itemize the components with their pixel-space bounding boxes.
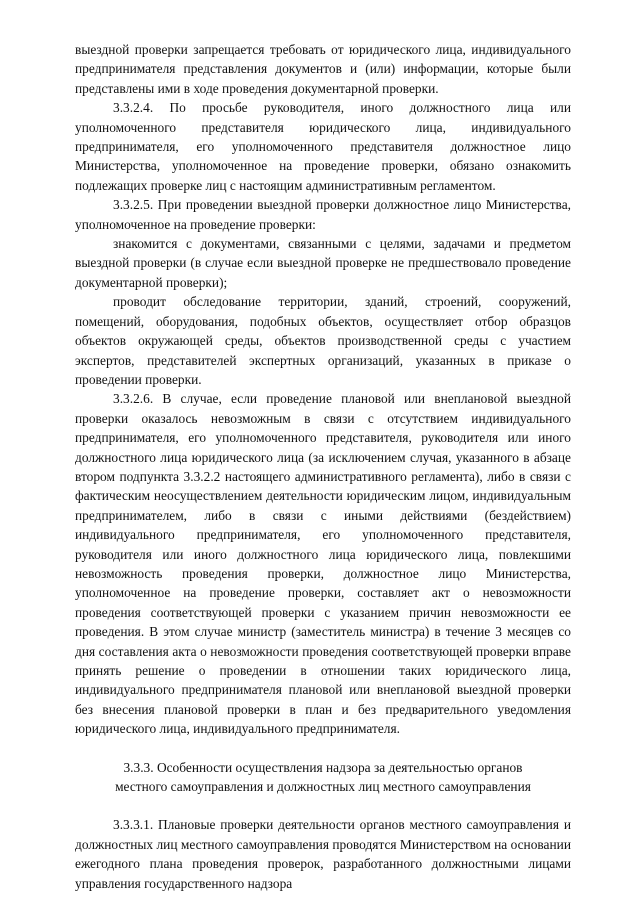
paragraph-3-3-2-6: 3.3.2.6. В случае, если проведение плановой или внеплановой выездной проверки оказалось невозможным в связи с отсутствием индивидуального предпринимателя, его уполномоченного представителя, руководителя или иного должностного лица юридического лица (за исключением случая, указанного в абзаце втором подпункта 3.3.2.2 настоящего административного регламента), либо в связи с фактическим неосуществлением деятельности юридическим лицом, индивидуальным предпринимателем, либо в связи с иными действиями (бездействием) индивидуального предпринимателя, его уполномоченного представителя, руководителя или иного должностного лица юридического лица, повлекшими невозможность проведения проверки, должностное лицо Министерства, уполномоченное на проведение проверки, составляет акт о невозможности проведения соответствующей проверки с указанием причин невозможности ее проведения. В этом случае министр (заместитель министра) в течение 3 месяцев со дня составления акта о невозможности проведения соответствующей проверки вправе принять решение о проведении в отношении таких юридического лица, индивидуального предпринимателя плановой или внеплановой выездной проверки без внесения плановой проверки в план и без предварительного уведомления юридического лица, индивидуального предпринимателя.	[75, 391, 571, 737]
paragraph-3-3-2-5: 3.3.2.5. При проведении выездной проверки должностное лицо Министерства, уполномоченное на проведение проверки:	[75, 197, 571, 232]
section-heading-line-1: 3.3.3. Особенности осуществления надзора за деятельностью органов	[123, 759, 523, 775]
section-heading-line-2: местного самоуправления и должностных лиц местного самоуправления	[115, 779, 531, 795]
paragraph-continuation: выездной проверки запрещается требовать от юридического лица, индивидуального предпринимателя представления документов и (или) информации, которые были представлены ими в ходе проведения документарной проверки.	[75, 42, 571, 96]
paragraph-3-3-2-5-item-a: знакомится с документами, связанными с целями, задачами и предметом выездной проверки (в случае если выездной проверке не предшествовало проведение документарной проверки);	[75, 236, 571, 290]
paragraph-3-3-3-1: 3.3.3.1. Плановые проверки деятельности органов местного самоуправления и должностных лиц местного самоуправления проводятся Министерством на основании ежегодного плана проведения проверок, разработанного должностными лицами управления государственного надзора	[75, 817, 571, 891]
spacer	[75, 796, 571, 815]
paragraph-3-3-2-5-item-b: проводит обследование территории, зданий, строений, сооружений, помещений, оборудования, подобных объектов, осуществляет отбор образцов объектов окружающей среды, объектов производственной среды с участием экспертов, представителей экспертных организаций, указанных в приказе о проведении проверки.	[75, 294, 571, 387]
spacer	[75, 739, 571, 758]
paragraph-3-3-2-4: 3.3.2.4. По просьбе руководителя, иного должностного лица или уполномоченного представителя юридического лица, индивидуального предпринимателя, его уполномоченного представителя должностное лицо Министерства, уполномоченное на проведение проверки, обязано ознакомить подлежащих проверке лиц с настоящим административным регламентом.	[75, 100, 571, 193]
document-page	[75, 40, 571, 893]
